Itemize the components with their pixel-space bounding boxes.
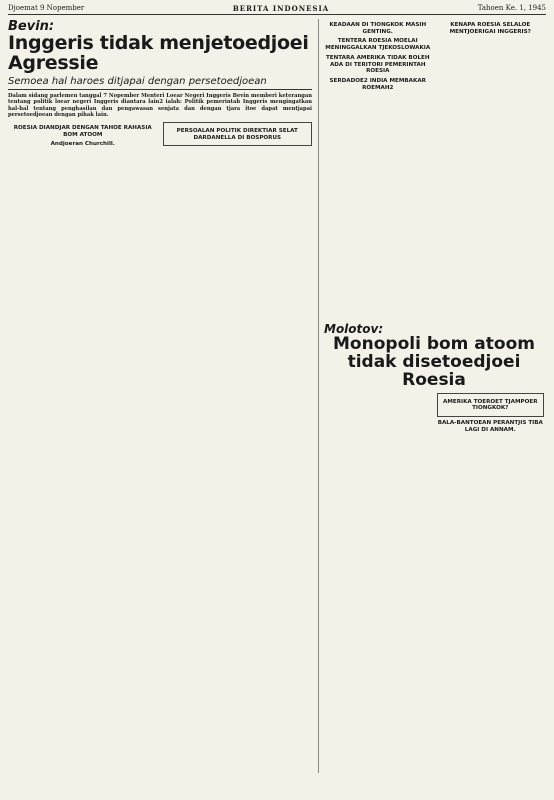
us-army-title: TENTARA AMERIKA TIDAK BOLEH ADA DI TERITORI PEMERINTAH ROESIA bbox=[325, 54, 430, 75]
right-col-1 bbox=[324, 19, 432, 319]
main-story bbox=[8, 19, 312, 773]
right-col-2 bbox=[437, 19, 545, 319]
china-box-title: AMERIKA TOEROET TJAMPOER TIONGKOK? bbox=[442, 398, 538, 412]
right-columns bbox=[324, 19, 544, 319]
main-headline: Inggeris tidak menjetoedjoei Agressie bbox=[8, 32, 309, 74]
molotov-col-2 bbox=[437, 393, 545, 773]
right-area bbox=[318, 19, 544, 773]
main-columns bbox=[8, 122, 312, 702]
china-box bbox=[437, 393, 545, 417]
annam-title: BALA-BANTOEAN PERANTJIS TIBA LAGI DI ANNAM. bbox=[437, 419, 543, 433]
churchill-title: Andjoeran Churchill. bbox=[50, 141, 115, 148]
czech-title: TENTERA ROESIA MOELAI MENINGGALKAN TJEKOSLOWAKIA bbox=[325, 38, 431, 52]
russia-suspicion-title: KENAPA ROESIA SELALOE MENTJOERIGAI INGGERIS? bbox=[449, 22, 531, 35]
main-lead: Dalam sidang parlemen tanggal 7 Nopember Menteri Loear Negeri Inggeris Bevin memberi keterangan tentang politik loear negeri Inggeris diantara lain2 ialah: Politik pemerintah Inggeris mengingatkan hal-hal tentang penghasilan dan pengawasan senjata dan dengan tjara itoe dapat mentjapai persetoedjoean dengan pihak lain. bbox=[8, 92, 312, 119]
main-kicker: Bevin: bbox=[8, 19, 55, 34]
column-1 bbox=[8, 122, 158, 702]
column-2 bbox=[163, 122, 313, 702]
india-title: SERDADOE2 INDIA MEMBAKAR ROEMAH2 bbox=[329, 77, 426, 91]
dardanella-box bbox=[163, 122, 313, 146]
molotov-headline: Monopoli bom atoom tidak disetoedjoei Roesia bbox=[333, 334, 535, 390]
russia-title: ROESIA DIANDJAR DENGAN TAHOE RAHASIA BOM ATOOM bbox=[13, 124, 152, 138]
paper-name: BERITA INDONESIA bbox=[232, 4, 330, 13]
dardanella-title: PERSOALAN POLITIK DIREKTIAR SELAT DARDANELLA DI BOSPORUS bbox=[176, 127, 298, 141]
top-section bbox=[8, 19, 546, 773]
masthead bbox=[8, 4, 546, 15]
molotov-columns bbox=[324, 393, 544, 773]
issue-year: Tahoen Ke. 1, 1945 bbox=[477, 4, 546, 12]
china-title: KEADAAN DI TIONGKOK MASIH GENTING. bbox=[329, 22, 427, 35]
molotov-kicker: Molotov: bbox=[324, 322, 384, 336]
molotov-col-1 bbox=[324, 393, 432, 773]
issue-date: Djoemat 9 Nopember bbox=[8, 4, 85, 12]
main-subhead: Semoea hal haroes ditjapai dengan persetoedjoean bbox=[8, 76, 312, 90]
